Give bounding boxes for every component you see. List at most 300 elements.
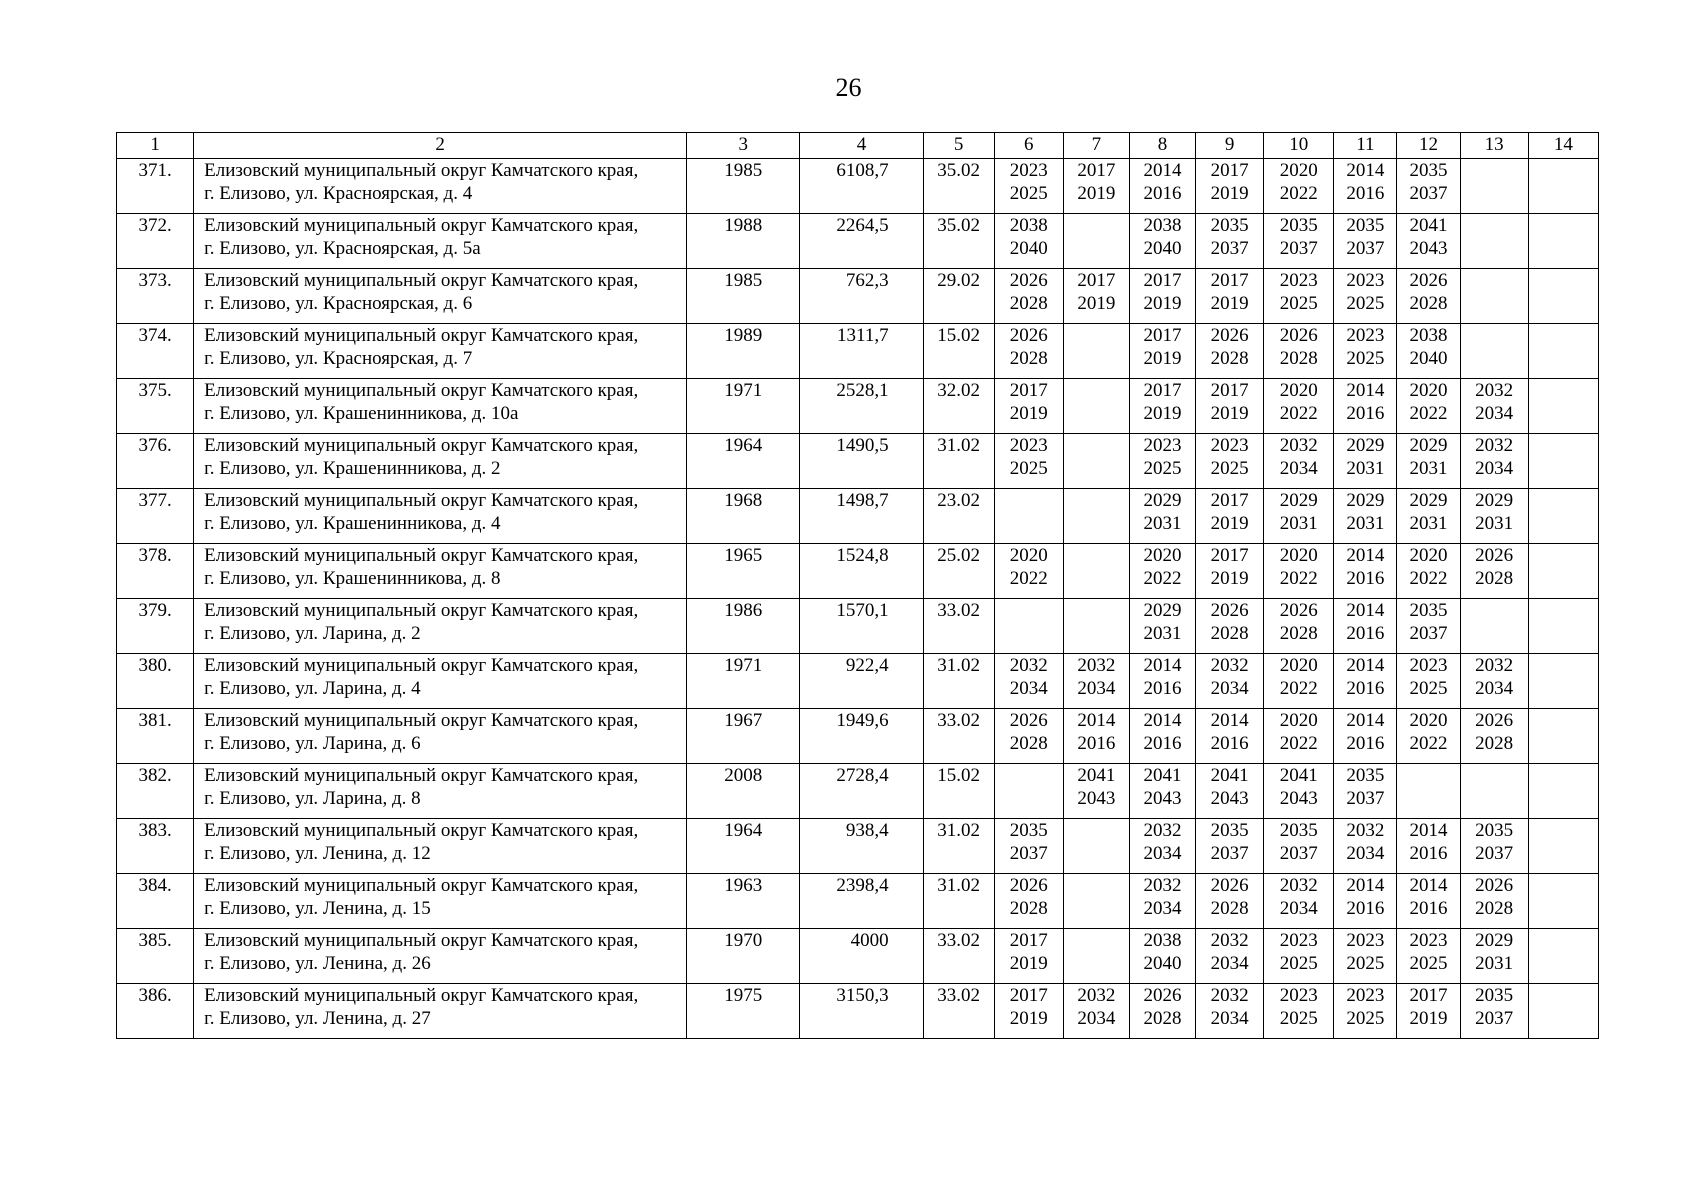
address-cell-line-2: г. Елизово, ул. Ленина, д. 27 <box>204 1008 431 1029</box>
period-cell-line-1: 2032 <box>1210 930 1249 951</box>
address-cell <box>194 379 687 434</box>
code-cell <box>923 434 994 489</box>
area-cell-text: 1498,7 <box>836 490 889 511</box>
period-cell-line-2: 2037 <box>1009 843 1048 864</box>
period-cell-line-2: 2022 <box>1279 183 1318 204</box>
period-cell-line-1: 2023 <box>1279 985 1318 1006</box>
address-cell-line-1: Елизовский муниципальный округ Камчатского края, <box>204 490 639 511</box>
period-cell-line-2: 2034 <box>1279 458 1318 479</box>
table-row <box>117 819 1599 874</box>
period-cell <box>1264 874 1334 929</box>
column-number-header: 5 <box>923 133 994 159</box>
period-cell-line-2: 2016 <box>1143 183 1182 204</box>
address-cell-line-1: Елизовский муниципальный округ Камчатского края, <box>204 215 639 236</box>
row-number-cell-text: 377. <box>138 490 172 511</box>
build-year-cell <box>687 489 800 544</box>
code-cell <box>923 819 994 874</box>
period-cell-line-2: 2022 <box>1409 733 1448 754</box>
period-cell <box>1129 599 1195 654</box>
period-cell-line-2: 2034 <box>1279 898 1318 919</box>
code-cell-text: 35.02 <box>937 215 981 236</box>
period-cell <box>1129 269 1195 324</box>
period-cell-line-2: 2034 <box>1346 843 1385 864</box>
build-year-cell <box>687 379 800 434</box>
period-cell <box>1528 819 1598 874</box>
period-cell-line-2: 2028 <box>1409 293 1448 314</box>
period-cell-line-2: 2037 <box>1475 843 1514 864</box>
period-cell <box>1334 544 1397 599</box>
period-cell <box>1063 819 1129 874</box>
row-number-cell-text: 383. <box>138 820 172 841</box>
row-number-cell <box>117 984 194 1039</box>
address-cell <box>194 214 687 269</box>
period-cell-line-1: 2017 <box>1077 160 1116 181</box>
period-cell <box>994 709 1063 764</box>
period-cell <box>1264 654 1334 709</box>
period-cell-line-1: 2026 <box>1475 545 1514 566</box>
row-number-cell <box>117 214 194 269</box>
address-cell <box>194 159 687 214</box>
period-cell <box>1528 599 1598 654</box>
period-cell <box>1063 489 1129 544</box>
period-cell <box>1528 434 1598 489</box>
address-cell-line-2: г. Елизово, ул. Ленина, д. 15 <box>204 898 431 919</box>
table-row <box>117 654 1599 709</box>
table-row <box>117 544 1599 599</box>
row-number-cell <box>117 434 194 489</box>
period-cell-line-1: 2029 <box>1279 490 1318 511</box>
period-cell-line-2: 2025 <box>1346 1008 1385 1029</box>
period-cell <box>1063 544 1129 599</box>
build-year-cell <box>687 654 800 709</box>
area-cell-text: 2528,1 <box>836 380 889 401</box>
period-cell <box>1196 764 1264 819</box>
address-cell-line-2: г. Елизово, ул. Ларина, д. 4 <box>204 678 421 699</box>
period-cell <box>1264 324 1334 379</box>
period-cell-line-2: 2025 <box>1409 953 1448 974</box>
code-cell <box>923 599 994 654</box>
period-cell <box>1397 159 1460 214</box>
code-cell <box>923 269 994 324</box>
period-cell-line-2: 2034 <box>1143 843 1182 864</box>
period-cell <box>1196 709 1264 764</box>
period-cell <box>1460 764 1528 819</box>
period-cell <box>1397 819 1460 874</box>
row-number-cell <box>117 819 194 874</box>
period-cell <box>994 874 1063 929</box>
address-cell-line-1: Елизовский муниципальный округ Камчатского края, <box>204 655 639 676</box>
address-cell-line-2: г. Елизово, ул. Крашенинникова, д. 2 <box>204 458 501 479</box>
row-number-cell <box>117 764 194 819</box>
build-year-cell <box>687 819 800 874</box>
period-cell <box>1129 874 1195 929</box>
row-number-cell <box>117 544 194 599</box>
period-cell-line-2: 2043 <box>1279 788 1318 809</box>
column-number-header: 9 <box>1196 133 1264 159</box>
period-cell-line-1: 2032 <box>1279 875 1318 896</box>
period-cell-line-2: 2016 <box>1346 623 1385 644</box>
table-row <box>117 379 1599 434</box>
code-cell <box>923 324 994 379</box>
area-cell-text: 2264,5 <box>836 215 889 236</box>
period-cell-line-1: 2041 <box>1143 765 1182 786</box>
period-cell-line-1: 2032 <box>1475 655 1514 676</box>
row-number-cell-text: 371. <box>138 160 172 181</box>
address-cell <box>194 819 687 874</box>
area-cell-text: 1311,7 <box>837 325 889 346</box>
period-cell-line-1: 2032 <box>1077 985 1116 1006</box>
period-cell-line-2: 2025 <box>1346 293 1385 314</box>
address-cell-line-2: г. Елизово, ул. Красноярская, д. 6 <box>204 293 473 314</box>
period-cell-line-1: 2026 <box>1009 710 1048 731</box>
area-cell <box>800 929 923 984</box>
period-cell-line-1: 2017 <box>1210 270 1249 291</box>
build-year-cell-text: 2008 <box>724 765 763 786</box>
period-cell-line-1: 2014 <box>1143 655 1182 676</box>
period-cell-line-2: 2019 <box>1009 953 1048 974</box>
table-row <box>117 929 1599 984</box>
period-cell <box>1528 489 1598 544</box>
period-cell <box>1129 324 1195 379</box>
table-row <box>117 984 1599 1039</box>
period-cell-line-1: 2041 <box>1077 765 1116 786</box>
period-cell-line-2: 2025 <box>1409 678 1448 699</box>
address-cell-line-2: г. Елизово, ул. Красноярская, д. 7 <box>204 348 473 369</box>
column-number-header: 8 <box>1129 133 1195 159</box>
period-cell-line-2: 2034 <box>1475 403 1514 424</box>
period-cell <box>1063 214 1129 269</box>
period-cell-line-1: 2041 <box>1279 765 1318 786</box>
period-cell-line-1: 2023 <box>1346 325 1385 346</box>
period-cell <box>1397 434 1460 489</box>
period-cell-line-2: 2016 <box>1346 568 1385 589</box>
table-row <box>117 709 1599 764</box>
address-cell-line-2: г. Елизово, ул. Крашенинникова, д. 4 <box>204 513 501 534</box>
period-cell-line-2: 2031 <box>1279 513 1318 534</box>
period-cell-line-2: 2019 <box>1210 293 1249 314</box>
period-cell-line-1: 2038 <box>1143 215 1182 236</box>
period-cell <box>1129 214 1195 269</box>
address-cell-line-2: г. Елизово, ул. Ларина, д. 8 <box>204 788 421 809</box>
period-cell <box>1528 324 1598 379</box>
period-cell-line-2: 2034 <box>1077 678 1116 699</box>
row-number-cell <box>117 489 194 544</box>
code-cell-text: 15.02 <box>937 765 981 786</box>
area-cell <box>800 544 923 599</box>
period-cell-line-1: 2029 <box>1475 490 1514 511</box>
period-cell <box>1196 489 1264 544</box>
build-year-cell <box>687 159 800 214</box>
address-cell-line-2: г. Елизово, ул. Ленина, д. 12 <box>204 843 431 864</box>
period-cell <box>994 324 1063 379</box>
period-cell <box>1460 159 1528 214</box>
period-cell <box>1063 269 1129 324</box>
address-cell-line-1: Елизовский муниципальный округ Камчатского края, <box>204 600 639 621</box>
period-cell-line-2: 2028 <box>1279 623 1318 644</box>
period-cell-line-2: 2019 <box>1077 183 1116 204</box>
period-cell <box>1334 929 1397 984</box>
period-cell-line-1: 2026 <box>1210 325 1249 346</box>
period-cell <box>1129 984 1195 1039</box>
period-cell-line-1: 2029 <box>1409 490 1448 511</box>
period-cell <box>994 434 1063 489</box>
period-cell <box>1264 929 1334 984</box>
period-cell <box>1063 654 1129 709</box>
period-cell-line-1: 2014 <box>1143 160 1182 181</box>
code-cell-text: 32.02 <box>937 380 981 401</box>
build-year-cell <box>687 599 800 654</box>
period-cell <box>1196 654 1264 709</box>
period-cell <box>1528 984 1598 1039</box>
address-cell-line-1: Елизовский муниципальный округ Камчатского края, <box>204 710 639 731</box>
period-cell <box>1397 709 1460 764</box>
code-cell <box>923 544 994 599</box>
period-cell-line-2: 2025 <box>1346 348 1385 369</box>
table-row <box>117 214 1599 269</box>
code-cell-text: 33.02 <box>937 710 981 731</box>
area-cell-text: 938,4 <box>845 820 889 841</box>
area-cell-text: 1490,5 <box>836 435 889 456</box>
column-number-header: 14 <box>1528 133 1598 159</box>
period-cell <box>1129 159 1195 214</box>
area-cell-text: 3150,3 <box>836 985 889 1006</box>
period-cell-line-2: 2019 <box>1009 403 1048 424</box>
period-cell-line-2: 2028 <box>1143 1008 1182 1029</box>
code-cell-text: 33.02 <box>937 600 981 621</box>
address-cell-line-1: Елизовский муниципальный округ Камчатского края, <box>204 435 639 456</box>
table-body <box>117 159 1599 1039</box>
period-cell-line-2: 2031 <box>1409 458 1448 479</box>
period-cell-line-1: 2023 <box>1009 160 1048 181</box>
period-cell-line-2: 2016 <box>1210 733 1249 754</box>
address-cell-line-1: Елизовский муниципальный округ Камчатского края, <box>204 325 639 346</box>
period-cell-line-1: 2029 <box>1143 490 1182 511</box>
period-cell-line-1: 2017 <box>1009 985 1048 1006</box>
build-year-cell-text: 1965 <box>724 545 763 566</box>
code-cell <box>923 214 994 269</box>
period-cell-line-1: 2017 <box>1409 985 1448 1006</box>
period-cell <box>1460 874 1528 929</box>
period-cell-line-2: 2019 <box>1210 403 1249 424</box>
period-cell-line-2: 2043 <box>1210 788 1249 809</box>
code-cell <box>923 159 994 214</box>
period-cell <box>1334 599 1397 654</box>
period-cell-line-2: 2025 <box>1346 953 1385 974</box>
period-cell <box>1528 159 1598 214</box>
period-cell <box>1334 654 1397 709</box>
address-cell-line-2: г. Елизово, ул. Крашенинникова, д. 10а <box>204 403 519 424</box>
period-cell-line-1: 2035 <box>1279 820 1318 841</box>
period-cell-line-1: 2017 <box>1210 380 1249 401</box>
code-cell <box>923 654 994 709</box>
code-cell <box>923 379 994 434</box>
area-cell-text: 922,4 <box>845 655 889 676</box>
period-cell-line-1: 2026 <box>1009 325 1048 346</box>
period-cell-line-2: 2037 <box>1475 1008 1514 1029</box>
period-cell <box>1129 764 1195 819</box>
code-cell <box>923 489 994 544</box>
period-cell-line-2: 2028 <box>1279 348 1318 369</box>
period-cell-line-2: 2019 <box>1143 293 1182 314</box>
period-cell-line-2: 2043 <box>1077 788 1116 809</box>
housing-register-table <box>116 132 1599 1039</box>
code-cell-text: 29.02 <box>937 270 981 291</box>
period-cell <box>994 764 1063 819</box>
build-year-cell-text: 1971 <box>724 380 763 401</box>
build-year-cell-text: 1985 <box>724 270 763 291</box>
period-cell-line-1: 2014 <box>1143 710 1182 731</box>
address-cell-line-2: г. Елизово, ул. Ларина, д. 2 <box>204 623 421 644</box>
address-cell-line-1: Елизовский муниципальный округ Камчатского края, <box>204 545 639 566</box>
period-cell-line-1: 2017 <box>1009 930 1048 951</box>
period-cell <box>1063 709 1129 764</box>
row-number-cell <box>117 324 194 379</box>
address-cell <box>194 269 687 324</box>
period-cell-line-2: 2034 <box>1143 898 1182 919</box>
period-cell <box>994 819 1063 874</box>
period-cell-line-1: 2023 <box>1346 985 1385 1006</box>
period-cell-line-2: 2016 <box>1346 678 1385 699</box>
period-cell-line-1: 2014 <box>1409 820 1448 841</box>
period-cell <box>1397 324 1460 379</box>
address-cell <box>194 874 687 929</box>
period-cell <box>1460 324 1528 379</box>
table-row <box>117 269 1599 324</box>
area-cell <box>800 984 923 1039</box>
period-cell <box>1460 709 1528 764</box>
address-cell-line-2: г. Елизово, ул. Красноярская, д. 5а <box>204 238 481 259</box>
period-cell-line-2: 2037 <box>1279 238 1318 259</box>
code-cell <box>923 764 994 819</box>
period-cell-line-2: 2040 <box>1143 953 1182 974</box>
period-cell <box>1460 819 1528 874</box>
area-cell-text: 1524,8 <box>836 545 889 566</box>
address-cell-line-1: Елизовский муниципальный округ Камчатского края, <box>204 930 639 951</box>
period-cell-line-1: 2020 <box>1279 710 1318 731</box>
period-cell-line-2: 2031 <box>1346 513 1385 534</box>
period-cell-line-2: 2019 <box>1210 183 1249 204</box>
period-cell-line-1: 2029 <box>1346 435 1385 456</box>
period-cell-line-2: 2037 <box>1346 788 1385 809</box>
period-cell <box>1528 654 1598 709</box>
build-year-cell-text: 1964 <box>724 435 763 456</box>
build-year-cell-text: 1968 <box>724 490 763 511</box>
period-cell-line-1: 2026 <box>1409 270 1448 291</box>
period-cell-line-2: 2022 <box>1279 733 1318 754</box>
period-cell <box>1063 324 1129 379</box>
code-cell <box>923 709 994 764</box>
period-cell <box>1397 599 1460 654</box>
period-cell-line-2: 2025 <box>1009 458 1048 479</box>
period-cell <box>1397 544 1460 599</box>
column-number-row <box>117 133 1599 159</box>
period-cell-line-2: 2016 <box>1409 843 1448 864</box>
period-cell-line-1: 2026 <box>1009 875 1048 896</box>
period-cell <box>994 269 1063 324</box>
address-cell <box>194 324 687 379</box>
period-cell <box>1264 434 1334 489</box>
address-cell-line-2: г. Елизово, ул. Ларина, д. 6 <box>204 733 421 754</box>
period-cell-line-2: 2040 <box>1143 238 1182 259</box>
period-cell-line-2: 2019 <box>1143 403 1182 424</box>
period-cell-line-2: 2022 <box>1409 403 1448 424</box>
period-cell-line-1: 2035 <box>1210 215 1249 236</box>
address-cell-line-1: Елизовский муниципальный округ Камчатского края, <box>204 820 639 841</box>
build-year-cell <box>687 984 800 1039</box>
column-number-header: 12 <box>1397 133 1460 159</box>
period-cell-line-2: 2019 <box>1210 513 1249 534</box>
period-cell <box>1264 269 1334 324</box>
period-cell <box>1264 984 1334 1039</box>
period-cell <box>1063 984 1129 1039</box>
period-cell <box>1196 159 1264 214</box>
period-cell <box>1196 269 1264 324</box>
area-cell-text: 4000 <box>850 930 889 951</box>
period-cell-line-2: 2031 <box>1143 623 1182 644</box>
period-cell <box>1196 984 1264 1039</box>
period-cell <box>1196 214 1264 269</box>
period-cell <box>1528 764 1598 819</box>
period-cell <box>1528 709 1598 764</box>
code-cell-text: 23.02 <box>937 490 981 511</box>
period-cell <box>1334 324 1397 379</box>
row-number-cell <box>117 159 194 214</box>
code-cell-text: 33.02 <box>937 985 981 1006</box>
period-cell-line-1: 2026 <box>1009 270 1048 291</box>
period-cell-line-2: 2019 <box>1009 1008 1048 1029</box>
row-number-cell <box>117 379 194 434</box>
address-cell <box>194 599 687 654</box>
period-cell <box>1129 379 1195 434</box>
row-number-cell <box>117 654 194 709</box>
column-number-header: 13 <box>1460 133 1528 159</box>
row-number-cell-text: 376. <box>138 435 172 456</box>
build-year-cell-text: 1967 <box>724 710 763 731</box>
period-cell <box>1129 709 1195 764</box>
code-cell-text: 31.02 <box>937 875 981 896</box>
area-cell <box>800 434 923 489</box>
period-cell-line-1: 2020 <box>1009 545 1048 566</box>
period-cell-line-1: 2014 <box>1346 380 1385 401</box>
code-cell <box>923 984 994 1039</box>
period-cell <box>1460 379 1528 434</box>
period-cell-line-2: 2016 <box>1346 733 1385 754</box>
build-year-cell-text: 1963 <box>724 875 763 896</box>
row-number-cell-text: 381. <box>138 710 172 731</box>
build-year-cell <box>687 269 800 324</box>
address-cell <box>194 654 687 709</box>
period-cell <box>1063 874 1129 929</box>
period-cell <box>1129 654 1195 709</box>
period-cell <box>1397 214 1460 269</box>
period-cell-line-1: 2017 <box>1009 380 1048 401</box>
period-cell-line-1: 2035 <box>1009 820 1048 841</box>
period-cell-line-2: 2037 <box>1409 623 1448 644</box>
period-cell-line-2: 2031 <box>1143 513 1182 534</box>
address-cell <box>194 709 687 764</box>
period-cell-line-2: 2028 <box>1475 568 1514 589</box>
build-year-cell <box>687 324 800 379</box>
period-cell <box>1397 929 1460 984</box>
period-cell-line-1: 2032 <box>1143 875 1182 896</box>
period-cell <box>1196 599 1264 654</box>
area-cell-text: 6108,7 <box>836 160 889 181</box>
period-cell <box>1397 379 1460 434</box>
area-cell <box>800 819 923 874</box>
period-cell-line-1: 2017 <box>1210 490 1249 511</box>
row-number-cell <box>117 269 194 324</box>
period-cell-line-2: 2016 <box>1346 898 1385 919</box>
